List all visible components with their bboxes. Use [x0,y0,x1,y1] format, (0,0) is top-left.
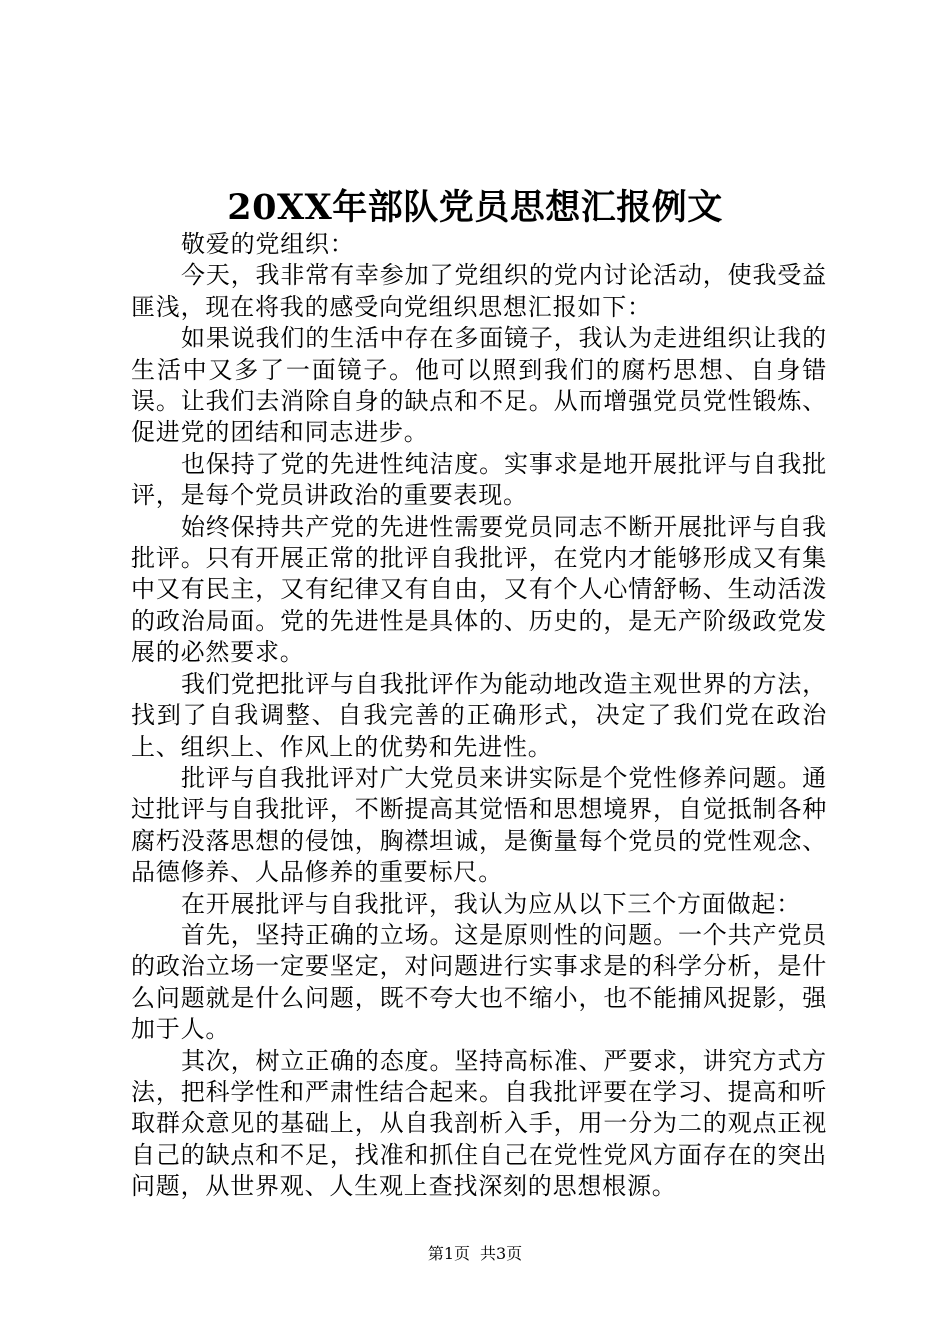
salutation-paragraph: 敬爱的党组织： [181,230,355,258]
page-total: 共3页 [480,1244,523,1263]
body-paragraph: 其次，树立正确的态度。坚持高标准、严要求，讲究方式方法，把科学性和严肃性结合起来。自我批评要在学习、提高和听取群众意见的基础上，从自我剖析入手，用一分为二的观点正视自己的缺点和不足，找准和抓住自己在党性党风方面存在的突出问题，从世界观、人生观上查找深刻的思想根源。 [131,1046,827,1201]
body-paragraph: 我们党把批评与自我批评作为能动地改造主观世界的方法，找到了自我调整、自我完善的正确形式，决定了我们党在政治上、组织上、作风上的优势和先进性。 [131,669,827,761]
body-paragraph: 如果说我们的生活中存在多面镜子，我认为走进组织让我的生活中又多了一面镜子。他可以照到我们的腐朽思想、自身错误。让我们去消除自身的缺点和不足。从而增强党员党性锻炼、促进党的团结和同志进步。 [131,324,827,447]
body-paragraph: 首先，坚持正确的立场。这是原则性的问题。一个共产党员的政治立场一定要坚定，对问题进行实事求是的科学分析，是什么问题就是什么问题，既不夸大也不缩小，也不能捕风捉影，强加于人。 [131,920,827,1044]
body-paragraph: 始终保持共产党的先进性需要党员同志不断开展批评与自我批评。只有开展正常的批评自我批评，在党内才能够形成又有集中又有民主，又有纪律又有自由，又有个人心情舒畅、生动活泼的政治局面。党的先进性是具体的、历史的，是无产阶级政党发展的必然要求。 [131,512,827,667]
body-paragraph: 今天，我非常有幸参加了党组织的党内讨论活动，使我受益匪浅，现在将我的感受向党组织思想汇报如下： [131,261,827,321]
body-paragraph: 也保持了党的先进性纯洁度。实事求是地开展批评与自我批评，是每个党员讲政治的重要表现。 [131,449,827,510]
document-title: 20XX年部队党员思想汇报例文 [227,187,723,228]
page-number: 第1页 [427,1244,470,1263]
body-paragraph: 批评与自我批评对广大党员来讲实际是个党性修养问题。通过批评与自我批评，不断提高其觉悟和思想境界，自觉抵制各种腐朽没落思想的侵蚀，胸襟坦诚，是衡量每个党员的党性观念、品德修养、人品修养的重要标尺。 [131,763,827,887]
body-paragraph: 在开展批评与自我批评，我认为应从以下三个方面做起： [181,889,801,918]
document-body [131,229,827,1203]
page-footer [0,1243,950,1265]
